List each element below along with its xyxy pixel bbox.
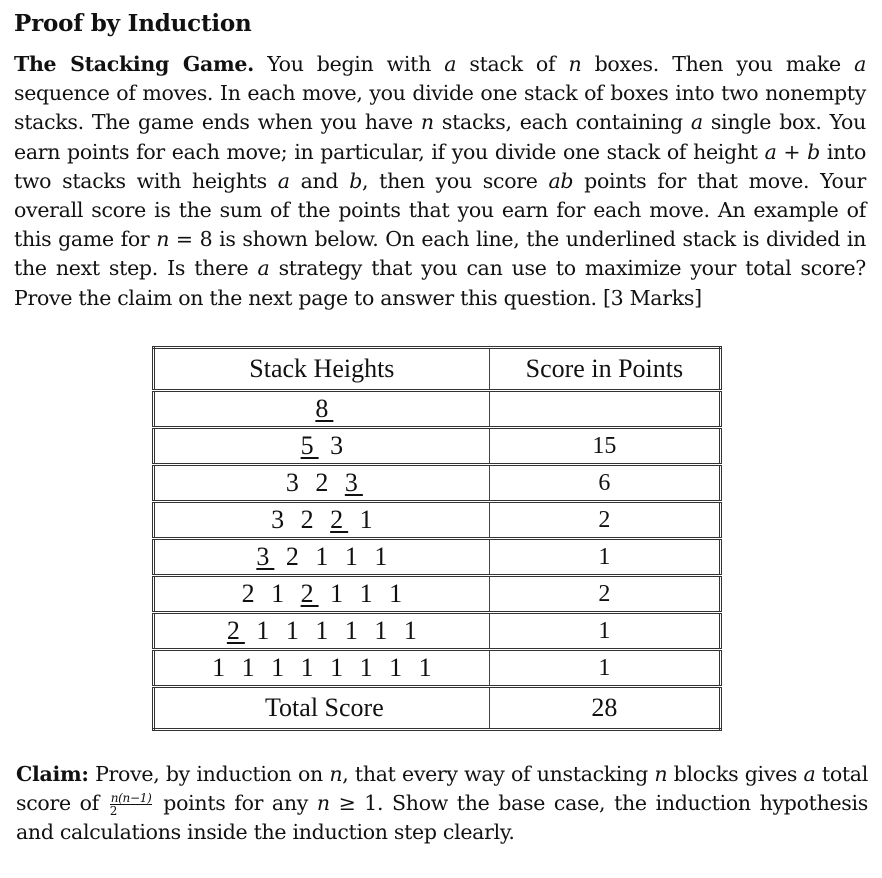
stack-heights-cell [154, 465, 490, 502]
stack-heights-cell [154, 391, 490, 428]
total-row [154, 687, 721, 730]
claim-statement [16, 760, 868, 847]
stack-height: 1 [271, 579, 290, 608]
header-score: Score in Points [489, 348, 720, 391]
stack-height: 3 [344, 468, 363, 497]
fraction-denominator: 2 [109, 804, 118, 818]
stack-height: 5 [300, 431, 319, 460]
stack-heights-cell [154, 650, 490, 687]
problem-statement [14, 50, 866, 313]
stack-heights-cell [154, 502, 490, 539]
stack-height: 1 [315, 542, 334, 571]
stack-height: 8 [315, 394, 334, 423]
stack-height: 2 [300, 505, 319, 534]
stack-height: 1 [256, 616, 275, 645]
stack-heights-cell [154, 576, 490, 613]
stack-height: 3 [330, 431, 349, 460]
stack-height: 1 [389, 579, 408, 608]
score-cell: 1 [489, 613, 720, 650]
stack-height: 1 [212, 653, 231, 682]
stack-height: 2 [300, 579, 319, 608]
table-row [154, 650, 721, 687]
stack-height: 1 [315, 616, 334, 645]
stack-heights-cell [154, 428, 490, 465]
stack-height: 1 [330, 653, 349, 682]
problem-lead: The Stacking Game. [14, 52, 254, 76]
table-row [154, 539, 721, 576]
stack-height: 3 [271, 505, 290, 534]
stack-height: 1 [285, 616, 304, 645]
stack-height: 1 [374, 542, 393, 571]
table-row [154, 576, 721, 613]
fraction [110, 792, 153, 817]
total-value: 28 [591, 693, 618, 722]
page-title: Proof by Induction [14, 10, 252, 37]
stacking-example-table [152, 346, 722, 731]
stack-height: 1 [300, 653, 319, 682]
score-cell: 1 [489, 650, 720, 687]
stack-height: 2 [285, 542, 304, 571]
stack-height: 1 [389, 653, 408, 682]
stack-height: 1 [359, 579, 378, 608]
score-cell [489, 391, 720, 428]
stack-height: 2 [315, 468, 334, 497]
table-row [154, 502, 721, 539]
stack-height: 1 [344, 542, 363, 571]
stack-height: 2 [330, 505, 349, 534]
stack-height: 1 [403, 616, 422, 645]
header-stack-heights: Stack Heights [154, 348, 490, 391]
table-row [154, 391, 721, 428]
score-cell: 15 [489, 428, 720, 465]
score-cell: 6 [489, 465, 720, 502]
stack-height: 1 [241, 653, 260, 682]
stack-heights-cell [154, 539, 490, 576]
stack-height: 1 [418, 653, 437, 682]
stack-height: 1 [271, 653, 290, 682]
table-header-row [154, 348, 721, 391]
total-label: Total Score [154, 687, 490, 730]
table-row [154, 465, 721, 502]
score-cell: 2 [489, 502, 720, 539]
table-body [154, 391, 721, 730]
table-row [154, 613, 721, 650]
stack-height: 1 [344, 616, 363, 645]
stack-height: 1 [330, 579, 349, 608]
score-cell: 2 [489, 576, 720, 613]
problem-text: You begin with a stack of n boxes. Then you make a sequence of moves. In each move, you divide one stack of boxes into two nonempty stacks. The game ends when you have n stacks, each containing a single box. You earn points for each move; in particular, if you divide one stack of height a + b into two stacks with heights a and b, then you score ab points for that move. Your overall score is the sum of the points that you earn for each move. An example of this game for n = 8 is shown below. On each line, the underlined stack is divided in the next step. Is there a strategy that you can use to maximize your total score? Prove the claim on the next page to answer this question. [3 Marks] [14, 52, 867, 310]
stack-height: 2 [241, 579, 260, 608]
stack-heights-cell [154, 613, 490, 650]
stack-height: 1 [359, 653, 378, 682]
table-row [154, 428, 721, 465]
score-cell: 1 [489, 539, 720, 576]
claim-text-after: points for any n ≥ 1. Show the base case, the induction hypothesis and calculations inside the induction step clearly. [16, 791, 869, 844]
stack-height: 3 [285, 468, 304, 497]
claim-lead: Claim: [16, 762, 89, 786]
stack-height: 3 [256, 542, 275, 571]
stack-height: 1 [374, 616, 393, 645]
stack-height: 1 [359, 505, 378, 534]
stack-height: 2 [226, 616, 245, 645]
claim-text-before: Prove, by induction on n, that every way of unstacking n blocks gives a total score of [16, 762, 868, 815]
fraction-numerator: n(n−1) [110, 791, 152, 805]
